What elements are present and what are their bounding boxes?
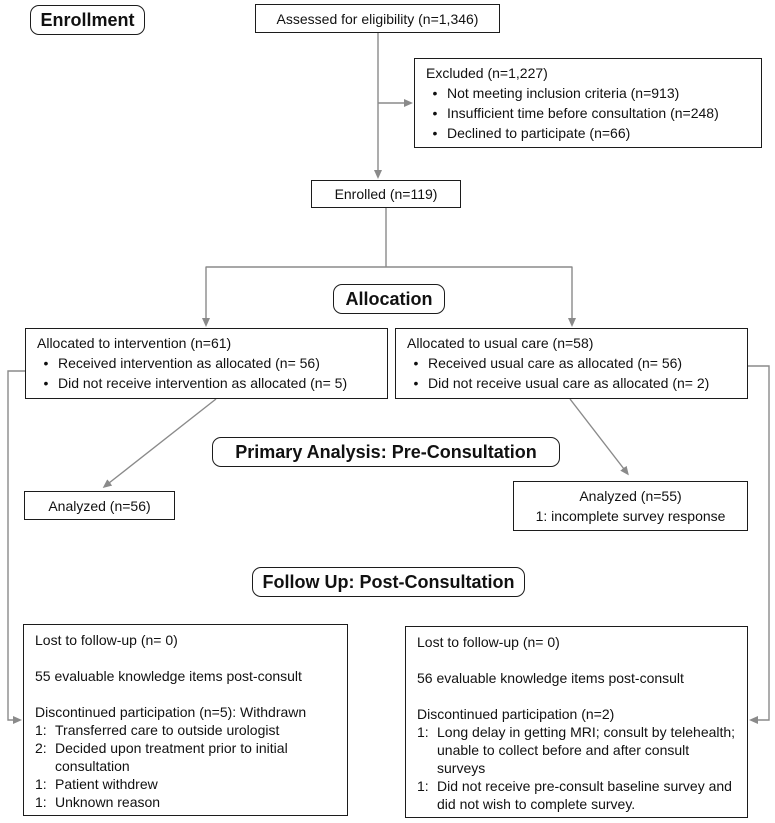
reason-count: 1: [417,778,429,794]
reason-count: 1: [35,794,47,810]
analyzed-usual-care-box [513,481,748,531]
reason-text: Did not receive pre-consult baseline survey and did not wish to complete survey. [437,778,732,812]
followup-usual-care-evaluable: 56 evaluable knowledge items post-consult [417,670,684,686]
excluded-item [423,123,753,143]
excluded-title: Excluded (n=1,227) [426,65,548,81]
allocated-usual-care-item-text: Did not receive usual care as allocated (n= 2) [428,375,710,391]
followup-intervention-discontinued: Discontinued participation (n=5): Withdrawn [35,704,307,720]
analyzed-usual-care-line1: Analyzed (n=55) [579,488,682,504]
followup-usual-care-reason [417,723,736,777]
assessed-text: Assessed for eligibility (n=1,346) [276,10,479,27]
bullet-icon: • [413,375,419,391]
allocated-intervention-item-text: Received intervention as allocated (n= 56) [58,355,320,371]
followup-intervention-reason [35,793,336,811]
analyzed-usual-care-line2: 1: incomplete survey response [535,508,726,524]
allocated-usual-care-item-text: Received usual care as allocated (n= 56) [428,355,683,371]
analyzed-intervention-text: Analyzed (n=56) [48,497,151,514]
followup-usual-care-box [405,626,748,818]
allocated-intervention-item [34,373,379,393]
excluded-item-text: Declined to participate (n=66) [447,125,631,141]
followup-intervention-reason [35,775,336,793]
reason-count: 1: [35,722,47,738]
followup-intervention-lost: Lost to follow-up (n= 0) [35,632,178,648]
excluded-item [423,103,753,123]
bullet-icon: • [432,125,438,141]
allocated-usual-care-title: Allocated to usual care (n=58) [407,335,594,351]
excluded-box [414,58,762,148]
analyzed-intervention-box [24,491,175,520]
excluded-item [423,83,753,103]
arrow-usual-care-to-followup [748,366,769,720]
allocated-intervention-title: Allocated to intervention (n=61) [37,335,232,351]
reason-count: 1: [35,776,47,792]
allocated-usual-care-item [404,353,739,373]
arrow-usual-care-to-analyzed [570,399,624,469]
stage-label-allocation [333,284,445,314]
arrow-intervention-to-analyzed [109,399,216,483]
followup-usual-care-reason [417,777,736,813]
reason-text: Decided upon treatment prior to initial consultation [55,740,288,774]
assessed-box [255,4,500,33]
stage-label-follow-up [252,567,525,597]
followup-intervention-reason [35,739,336,775]
enrolled-text: Enrolled (n=119) [334,186,438,202]
stage-label-enrollment-text: Enrollment [40,9,135,30]
bullet-icon: • [432,105,438,121]
stage-label-primary-analysis-text: Primary Analysis: Pre-Consultation [235,441,537,462]
reason-count: 2: [35,740,47,756]
excluded-item-text: Not meeting inclusion criteria (n=913) [447,85,680,101]
followup-intervention-reason [35,721,336,739]
allocated-intervention-item [34,353,379,373]
followup-intervention-box [23,624,348,816]
stage-label-primary-analysis [212,437,560,467]
allocated-intervention-item-text: Did not receive intervention as allocated (n= 5) [58,375,348,391]
reason-text: Long delay in getting MRI; consult by telehealth; unable to collect before and after consult surveys [437,724,736,776]
followup-usual-care-lost: Lost to follow-up (n= 0) [417,634,560,650]
enrolled-box [311,180,461,208]
stage-label-enrollment [30,5,145,35]
bullet-icon: • [43,355,49,371]
bullet-icon: • [43,375,49,391]
reason-count: 1: [417,724,429,740]
stage-label-allocation-text: Allocation [345,288,433,309]
followup-intervention-evaluable: 55 evaluable knowledge items post-consult [35,668,302,684]
reason-text: Unknown reason [55,794,161,810]
followup-usual-care-discontinued: Discontinued participation (n=2) [417,706,615,722]
reason-text: Patient withdrew [55,776,158,792]
allocated-intervention-box [25,328,388,399]
allocated-usual-care-box [395,328,748,399]
allocated-usual-care-item [404,373,739,393]
stage-label-follow-up-text: Follow Up: Post-Consultation [262,571,515,592]
bullet-icon: • [432,85,438,101]
reason-text: Transferred care to outside urologist [55,722,280,738]
excluded-item-text: Insufficient time before consultation (n=248) [447,105,719,121]
bullet-icon: • [413,355,419,371]
